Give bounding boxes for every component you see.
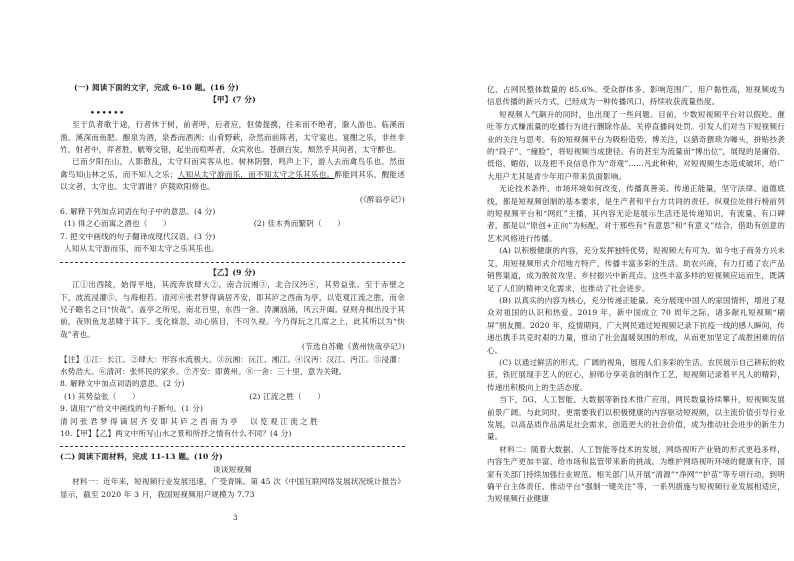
right-paragraph-7: 当下，5G、人工智能、大数据等新技术推广应用，网民数量持续攀升，短视频发展前景广阔。与此同时，更需要我们以积极健康的内容驱动短视频，以主流价值引导行业发展，以高品质作品满足社会需求，创造更大的社会价值，成为推动社会进步的新生力量。 <box>487 395 785 442</box>
material-2: 材料二：随着大数据、人工智能等技术的发展，网络视听产业链的形式更趋多样，内容生产更加丰富，给市场和监管带来新的挑战。为维护网络视听环境的健康有序，国家有关部门持续加强行业规范。相关部门从开展“清源”“净网”“护苗”等专项行动，到明确平台主体责任、推动平台“强制一键关注”等，一系列措施与短视频行业发展相适应，为短视频行业健康 <box>487 444 785 504</box>
page-gutter <box>418 0 478 561</box>
question-7: 7. 把文中画线的句子翻译成现代汉语。(3 分) <box>60 231 216 241</box>
question-6-items <box>60 218 405 230</box>
top-margin-right <box>487 0 785 84</box>
section2-header: (二) 阅读下面材料，完成 11-13 题。(10 分) <box>60 452 223 462</box>
section1-header: (一) 阅读下面的文字，完成 6-10 题。(16 分) <box>74 83 240 92</box>
right-paragraph-1: 亿，占网民整体数量的 85.6%。受众群体多、影响范围广、用户黏性高，短视频成为信息传播的新兴方式，已经成为一种传播风口，持续收获流量热度。 <box>487 85 785 107</box>
separator-line-2 <box>60 446 405 447</box>
jia-underlined-sentence: 人知从太守游而乐，而不知太守之乐其乐也。 <box>177 169 335 179</box>
right-paragraph-6: (C) 以通过鲜活的形式、广阔的视角，展现人们多彩的生活。农民展示自己耕耘的收获，铁匠展现手艺人的匠心，厨师分享美食的制作工艺，短视频记录着平凡人的精彩，传递出积极向上的生活态度。 <box>487 357 785 392</box>
yi-header: 【乙】(9 分) <box>209 267 256 277</box>
top-margin <box>60 0 405 82</box>
q8-item-2: (2) 江流之胜（ ） <box>249 391 325 401</box>
jia-dots: •••••• <box>90 107 126 117</box>
question-8: 8. 解释文中加点词语的意思。(2 分) <box>60 379 185 389</box>
q6-item-1: (1) 得之心而寓之酒也（ ） <box>64 219 171 229</box>
question-9-sentence: 清 河 张 君 梦 得 谪 居 齐 安 即 其 庐 之 西 南 为 亭 以 览 观 江 流 之 胜 <box>60 416 318 426</box>
jia-p2-a: 已而夕阳在山，人影散乱，太守归而宾客从也。树林阴翳，鸣声上下，游人去而禽鸟乐也。然而禽鸟知山林之乐，而不知人之乐； <box>60 157 405 179</box>
question-7-sentence: 人知从太守游而乐，而不知太守之乐其乐也。 <box>64 244 219 254</box>
yi-source: (节选自苏辙《黄州快哉亭记》) <box>301 342 405 352</box>
left-column <box>60 0 405 561</box>
q8-item-1: (1) 其势益张（ ） <box>64 391 140 401</box>
q6-item-2: (2) 佳木秀而繁阴（ ） <box>253 219 345 229</box>
separator-line <box>60 262 405 263</box>
jia-source: (《醉翁亭记》) <box>359 194 405 204</box>
right-column <box>487 0 785 561</box>
article-title: 谈谈短视频 <box>213 464 252 474</box>
question-9: 9. 请用“/”给文中画线的句子断句。(1 分) <box>60 404 204 414</box>
jia-paragraph-2 <box>60 156 405 193</box>
right-paragraph-3: 无论技术条件、市场环境如何改变，传播真善美、传递正能量，坚守法律、道德底线，都是短视频创制的基本要求，是生产者和平台方共同的责任。纵观位处排行榜前列的短视频平台和“网红”主播，其内容无论是展示生活还是传递知识，有流量、有口碑者，都是以“原创+正向”为标配，对于那些有“有意思”和“有意义”结合，借助有创意的艺术风格进行传播。 <box>487 184 785 243</box>
right-paragraph-4: (A) 以积极健康的内容，充分发挥独特优势，短视频大有可为。如今电子商务方兴未艾，用短视频形式介绍地方特产，传播丰富多彩的生活。助农兴商，有力打通了农产品销售渠道，成为脱贫攻坚、乡村振兴中新亮点。这些丰富多样的短视频应运而生，既满足了人们的精神文化需求，也推动了社会进步。 <box>487 246 785 293</box>
yi-paragraph: 江①出西陵，始得平地，其流奔放肆大②。南合沅湘③，北合汉沔④，其势益张。至于赤壁之下，波流浸灌⑤，与海相若。清河⑥张君梦得谪居齐安，即其庐之西南为亭，以览观江流之胜，而余兄子瞻名之曰“快哉”。盖亭之所见，南北百里，东西一舍。涛澜汹涌，风云开阖。昼则舟楫出没于其前，夜则鱼龙悲啸于其下。变化倏忽，动心骇目，不可久视。今乃得玩之几席之上，此其所以为“快哉”者也。 <box>60 280 405 339</box>
page-number: 3 <box>233 514 238 522</box>
material-1: 材料一：近年来，短视频行业发展迅速，广受青睐。第 45 次《中国互联网络发展状况统计报告》显示，截至 2020 年 3 月，我国短视频用户规模为 7.73 <box>60 477 405 499</box>
question-6: 6. 解释下列加点词语在句子中的意思。(4 分) <box>60 207 216 217</box>
jia-paragraph-1: 至于负者歌于途，行者休于树，前者呼，后者应，伛偻提携，往来而不绝者，滁人游也。临溪而渔，溪深而鱼肥。酿泉为酒，泉香而酒洌；山肴野蔌，杂然而前陈者，太守宴也。宴酣之乐，非丝非竹，射者中，弈者胜，觥筹交错，起坐而喧哗者，众宾欢也。苍颜白发，颓然乎其间者，太守醉也。 <box>60 120 405 155</box>
question-10: 10.【甲】【乙】两文中所写山水之景和所抒之情有什么不同？(4 分) <box>60 428 292 438</box>
right-paragraph-2: 短视频人气飙升的同时，也出现了一些问题。目前，少数短视频平台对以假吃、催吐等方式赚流量的吃播行为进行删除作品、关停直播间处罚。引发人们对当下短视频行业的关注与思考。有的短视频平台为吸粉造势、博关注，以猎奇猥琐为噱头，拼贴抄袭的“段子”、“撞脸”，将短视频当成捷径。有的甚至为流量而“博出位”，展现的是庸俗、低俗、媚俗，以及把不良信息作为“奇观”……凡此种种，对短视频生态造成破坏，给广大用户尤其是青少年用户带来负面影响。 <box>487 109 785 181</box>
jia-header: 【甲】(7 分) <box>209 95 256 105</box>
jia-p2-b: 醉能同其乐，醒能述以文者，太守也。太守谓谁？庐陵欧阳修也。 <box>60 169 405 192</box>
notes: 【注】①江：长江。②肆大：形容水流极大。③沅湘：沅江、湘江。④汉沔：汉江、沔江。⑤浸灌：水势浩大。⑥清河：张怀民的家乡。⑦齐安：即黄州。⑧一舍：三十里，意为关键。 <box>60 354 405 376</box>
question-8-items <box>60 391 405 403</box>
right-paragraph-5: (B) 以真实的内容为核心，充分传递正能量。充分展现中国人的家国情怀，增进了观众对祖国的认识和热爱。2019 年，新中国成立 70 周年之际，诸多献礼短视频“刷屏”朋友圈。2020 年，疫情期间，广大网民通过短视频记录下抗疫一线的感人瞬间，传递出携手共克时艰的力量，推动了社会温暖氛围的形成，从而更加坚定了战胜困难的信心。 <box>487 295 785 355</box>
